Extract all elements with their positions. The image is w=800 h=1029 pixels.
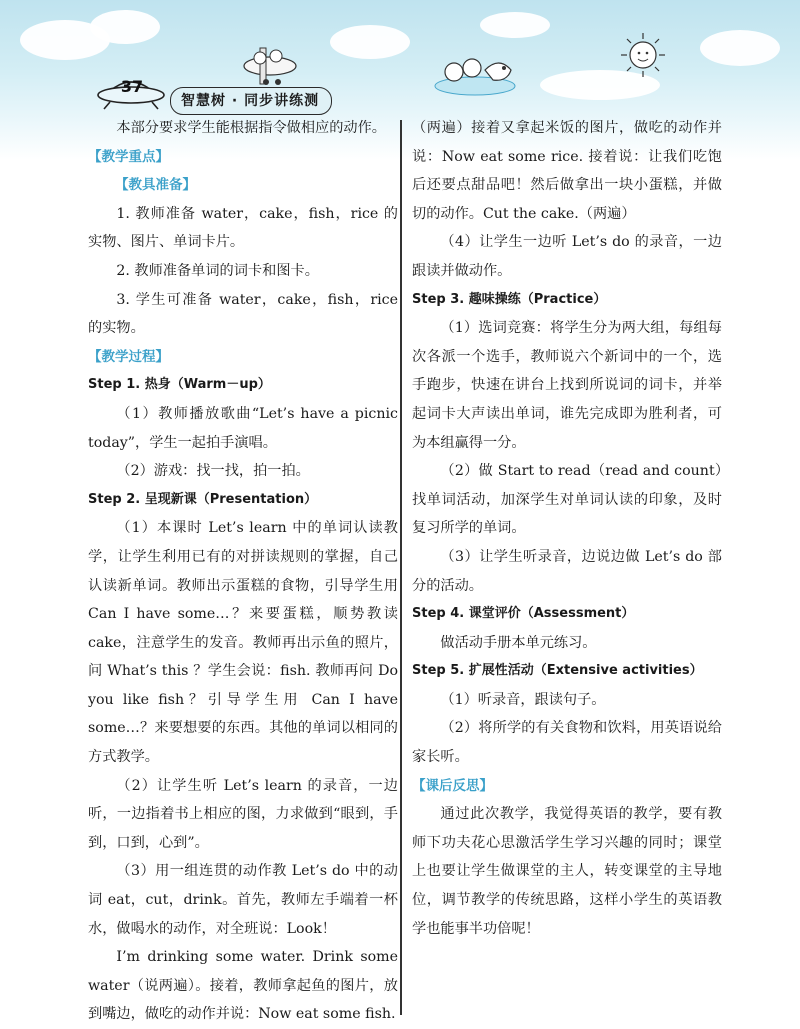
cloud-decoration: [700, 30, 780, 66]
page-number: 37: [120, 77, 144, 96]
section-heading: 【课后反思】: [412, 777, 493, 794]
paragraph: （1）选词竞赛：将学生分为两大组，每组每次各派一个选手，教师说六个新词中的一个，选手跑步，快速在讲台上找到所说词的词卡，并举起词卡大声读出单词，谁先完成即为胜利者，可为本组赢得一分。: [412, 320, 722, 451]
left-column: [88, 114, 398, 1029]
paragraph: （3）用一组连贯的动作教 Let’s do 中的动词 eat，cut，drink。首先，教师左手端着一杯水，做喝水的动作，对全班说：Look！: [88, 863, 398, 937]
section-heading: 【教学过程】: [88, 348, 169, 365]
section-heading: 【教具准备】: [115, 177, 196, 194]
airplane-illustration: [230, 40, 310, 86]
paragraph: 3. 学生可准备 water，cake，fish，rice 的实物。: [88, 291, 398, 337]
paragraph: （1）教师播放歌曲“Let’s have a picnic today”，学生一起拍手演唱。: [88, 405, 398, 451]
paragraph: （两遍）接着又拿起米饭的图片，做吃的动作并说：Now eat some rice. 接着说：让我们吃饱后还要点甜品吧！然后做拿出一块小蛋糕，并做切的动作。Cut the cake.（两遍）: [412, 120, 722, 222]
column-divider: [400, 120, 402, 1015]
section-heading: 【教学重点】: [88, 148, 169, 165]
series-title: 智慧树 · 同步讲练测: [170, 87, 332, 115]
paragraph: （4）让学生一边听 Let’s do 的录音，一边跟读并做动作。: [412, 234, 722, 279]
paragraph: （1）听录音，跟读句子。: [440, 691, 606, 708]
cloud-decoration: [330, 25, 410, 59]
paragraph: （2）做 Start to read（read and count）找单词活动，加深学生对单词认读的印象，及时复习所学的单词。: [412, 463, 722, 537]
paragraph: 1. 教师准备 water，cake，fish，rice 的实物、图片、单词卡片。: [88, 205, 398, 251]
paragraph: 做活动手册本单元练习。: [440, 634, 597, 651]
paragraph: （3）让学生听录音，边说边做 Let’s do 部分的活动。: [412, 548, 722, 594]
children-illustration: [430, 50, 520, 96]
paragraph: 2. 教师准备单词的词卡和图卡。: [116, 262, 319, 279]
paragraph: （2）将所学的有关食物和饮料，用英语说给家长听。: [412, 720, 722, 766]
step-heading: Step 2. 呈现新课（Presentation）: [88, 491, 318, 507]
step-heading: Step 5. 扩展性活动（Extensive activities）: [412, 663, 703, 679]
step-heading: Step 4. 课堂评价（Assessment）: [412, 606, 635, 622]
cloud-decoration: [90, 10, 160, 44]
paragraph: I’m drinking some water. Drink some water（说两遍）。接着，教师拿起鱼的图片，放到嘴边，做吃的动作并说：Now eat some fish.: [88, 949, 398, 1023]
right-column: [412, 114, 722, 943]
step-heading: Step 1. 热身（Warm－up）: [88, 377, 271, 393]
paragraph: （2）让学生听 Let’s learn 的录音，一边听，一边指着书上相应的图，力求做到“眼到，手到，口到，心到”。: [88, 777, 398, 851]
step-heading: Step 3. 趣味操练（Practice）: [412, 291, 607, 307]
cloud-decoration: [480, 12, 550, 38]
sun-illustration: [618, 30, 668, 80]
paragraph: （1）本课时 Let’s learn 中的单词认读教学，让学生利用已有的对拼读规则的掌握，自己认读新单词。教师出示蛋糕的食物，引导学生用 Can I have some…？来要蛋糕，顺势教读 cake，注意学生的发音。教师再出示鱼的照片，问 What’s this ？学生会说：fish. 教师再问 Do you like fish？引导学生用 Can I have some…？来要想要的东西。其他的单词以相同的方式教学。: [88, 520, 398, 766]
paragraph: 通过此次教学，我觉得英语的教学，要有教师下功夫花心思激活学生学习兴趣的同时；课堂上也要让学生做课堂的主人，转变课堂的主导地位，调节教学的传统思路，这样小学生的英语教学也能事半功倍呢！: [412, 806, 722, 937]
paragraph: （2）游戏：找一找，拍一拍。: [116, 463, 310, 480]
paragraph: 本部分要求学生能根据指令做相应的动作。: [116, 120, 386, 136]
